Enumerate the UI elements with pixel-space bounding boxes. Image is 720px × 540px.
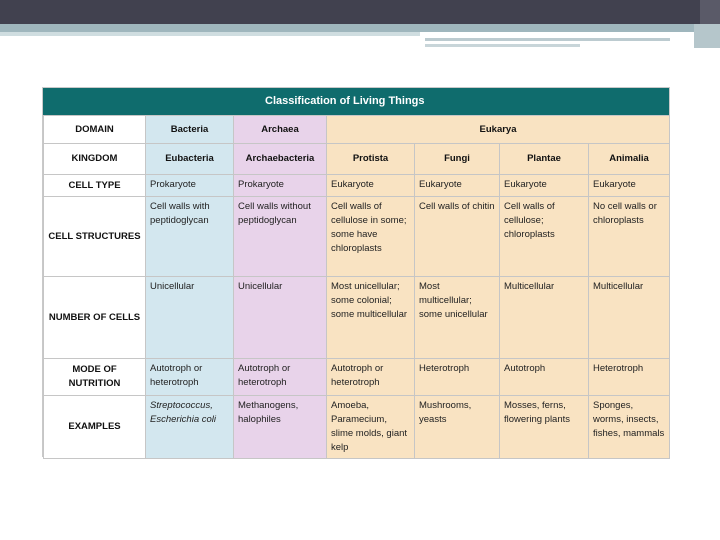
slide-corner-accent: [694, 24, 720, 48]
domain-bacteria: Bacteria: [146, 116, 234, 144]
table-row: [44, 277, 670, 359]
table-cell: Cell walls of cellulose; chloroplasts: [500, 197, 589, 277]
table-cell: Eukaryote: [327, 175, 415, 197]
table-cell: Amoeba, Paramecium, slime molds, giant kelp: [327, 396, 415, 459]
table-cell: No cell walls or chloroplasts: [589, 197, 670, 277]
row-header: KINGDOM: [44, 144, 146, 175]
table-cell: Sponges, worms, insects, fishes, mammals: [589, 396, 670, 459]
slide-accent-band: [0, 24, 720, 32]
kingdom-protista: Protista: [327, 144, 415, 175]
table-cell: Eukaryote: [589, 175, 670, 197]
table-cell: Unicellular: [146, 277, 234, 359]
table-cell: Most multicellular; some unicellular: [415, 277, 500, 359]
table-cell: [146, 396, 234, 459]
kingdom-archaebacteria: Archaebacteria: [234, 144, 327, 175]
table-cell: Methanogens, halophiles: [234, 396, 327, 459]
classification-table: [42, 87, 670, 457]
table-cell: Heterotroph: [415, 359, 500, 396]
table-cell: Eukaryote: [415, 175, 500, 197]
table-cell: Most unicellular; some colonial; some multicellular: [327, 277, 415, 359]
row-header: DOMAIN: [44, 116, 146, 144]
slide-accent-line: [0, 32, 420, 36]
table-cell: Autotroph: [500, 359, 589, 396]
table-cell: Cell walls of cellulose in some; some have chloroplasts: [327, 197, 415, 277]
row-header: MODE OF NUTRITION: [44, 359, 146, 396]
classification-grid: [43, 115, 670, 459]
table-cell: Mosses, ferns, flowering plants: [500, 396, 589, 459]
kingdom-fungi: Fungi: [415, 144, 500, 175]
table-row: [44, 396, 670, 459]
row-header: CELL STRUCTURES: [44, 197, 146, 277]
slide-accent-line: [425, 44, 580, 47]
table-cell: Cell walls with peptidoglycan: [146, 197, 234, 277]
table-cell: Multicellular: [500, 277, 589, 359]
domain-eukarya: Eukarya: [327, 116, 670, 144]
table-cell: Prokaryote: [234, 175, 327, 197]
kingdom-plantae: Plantae: [500, 144, 589, 175]
table-cell: Autotroph or heterotroph: [327, 359, 415, 396]
slide-accent-line: [425, 38, 670, 41]
example-species: Streptococcus, Escherichia coli: [150, 400, 216, 425]
table-cell: Cell walls of chitin: [415, 197, 500, 277]
slide-top-bar: [0, 0, 720, 24]
row-header: CELL TYPE: [44, 175, 146, 197]
table-row: [44, 359, 670, 396]
row-header: NUMBER OF CELLS: [44, 277, 146, 359]
row-header: EXAMPLES: [44, 396, 146, 459]
table-cell: Mushrooms, yeasts: [415, 396, 500, 459]
table-cell: Prokaryote: [146, 175, 234, 197]
slide-corner-accent: [700, 0, 720, 24]
kingdom-row: [44, 144, 670, 175]
table-row: [44, 197, 670, 277]
table-title: Classification of Living Things: [43, 88, 669, 115]
domain-row: [44, 116, 670, 144]
table-cell: Unicellular: [234, 277, 327, 359]
kingdom-animalia: Animalia: [589, 144, 670, 175]
table-cell: Autotroph or heterotroph: [234, 359, 327, 396]
table-cell: Multicellular: [589, 277, 670, 359]
table-cell: Eukaryote: [500, 175, 589, 197]
kingdom-eubacteria: Eubacteria: [146, 144, 234, 175]
table-cell: Autotroph or heterotroph: [146, 359, 234, 396]
table-row: [44, 175, 670, 197]
domain-archaea: Archaea: [234, 116, 327, 144]
table-cell: Heterotroph: [589, 359, 670, 396]
table-cell: Cell walls without peptidoglycan: [234, 197, 327, 277]
